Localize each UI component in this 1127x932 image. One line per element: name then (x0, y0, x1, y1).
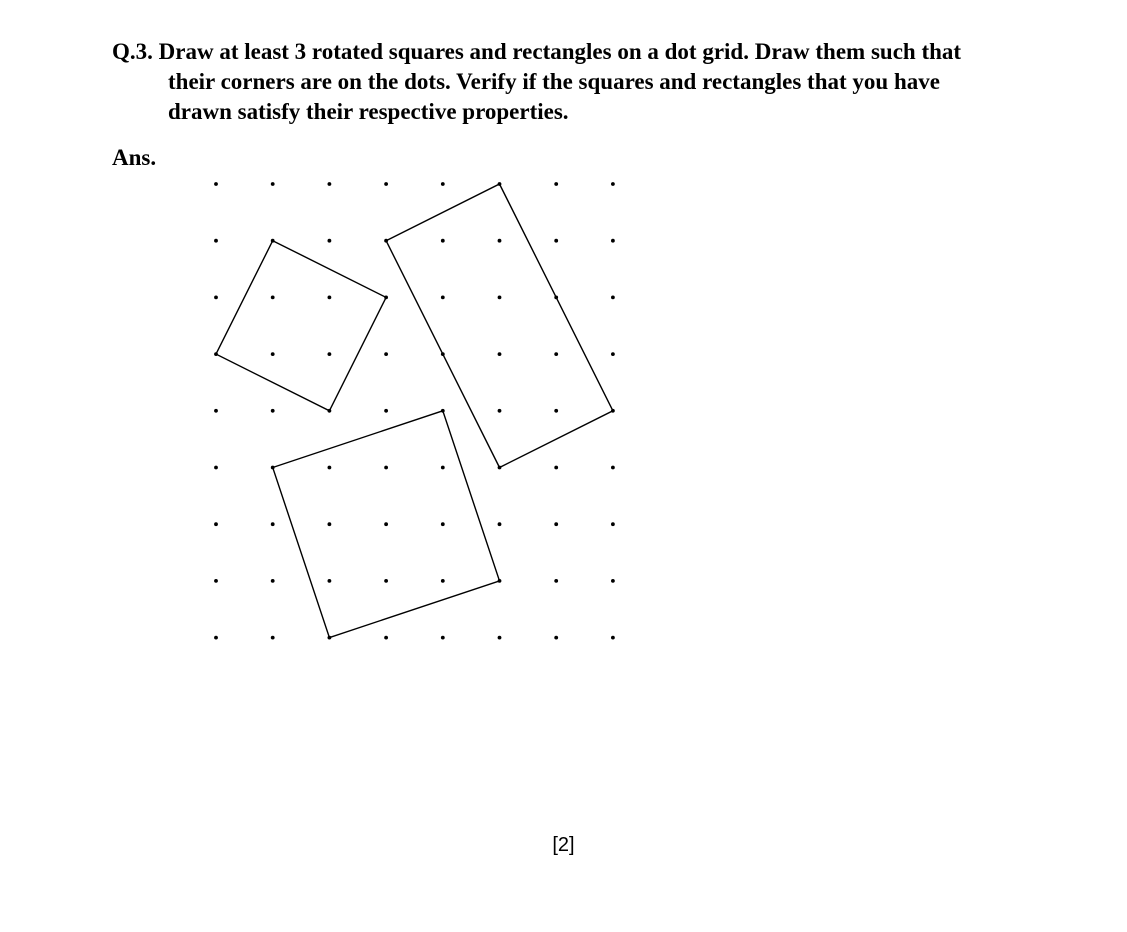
square-shape-1 (216, 241, 386, 411)
grid-dot (441, 182, 445, 186)
grid-dot (611, 466, 615, 470)
grid-dot (384, 182, 388, 186)
grid-dot (554, 182, 558, 186)
grid-dot (328, 239, 332, 243)
grid-dot (498, 579, 502, 583)
grid-dot (214, 352, 218, 356)
grid-dot (554, 579, 558, 583)
grid-dot (611, 522, 615, 526)
grid-dot (328, 182, 332, 186)
grid-dot (498, 352, 502, 356)
shapes-layer (216, 184, 613, 638)
grid-dot (271, 579, 275, 583)
grid-dot (441, 466, 445, 470)
grid-dot (214, 466, 218, 470)
question-text (112, 37, 1012, 127)
grid-dot (554, 466, 558, 470)
grid-dot (328, 296, 332, 300)
grid-dot (554, 296, 558, 300)
grid-dot (271, 636, 275, 640)
grid-dot (441, 352, 445, 356)
grid-dot (328, 466, 332, 470)
grid-dot (271, 239, 275, 243)
grid-dot (441, 239, 445, 243)
grid-dot (611, 182, 615, 186)
grid-dot (214, 409, 218, 413)
grid-dot (441, 579, 445, 583)
question-line-2: their corners are on the dots. Verify if the squares and rectangles that you have (168, 69, 940, 94)
grid-dot (554, 522, 558, 526)
grid-dot (554, 239, 558, 243)
grid-dot (328, 636, 332, 640)
question-line-3: drawn satisfy their respective properties. (168, 99, 569, 124)
grid-dot (498, 636, 502, 640)
rectangle-shape-2 (386, 184, 613, 468)
grid-dot (384, 636, 388, 640)
grid-dot (214, 182, 218, 186)
grid-dot (498, 409, 502, 413)
grid-dot (554, 352, 558, 356)
grid-dot (498, 182, 502, 186)
grid-dot (441, 296, 445, 300)
question-line-1: Q.3. Draw at least 3 rotated squares and rectangles on a dot grid. Draw them such that (112, 39, 962, 64)
dots-layer (214, 182, 615, 639)
grid-dot (384, 466, 388, 470)
grid-dot (554, 409, 558, 413)
grid-dot (611, 409, 615, 413)
grid-dot (328, 352, 332, 356)
grid-dot (498, 239, 502, 243)
grid-dot (384, 409, 388, 413)
grid-dot (271, 182, 275, 186)
grid-dot (611, 296, 615, 300)
grid-dot (611, 239, 615, 243)
grid-dot (441, 409, 445, 413)
grid-dot (384, 352, 388, 356)
grid-dot (611, 352, 615, 356)
grid-dot (271, 296, 275, 300)
grid-dot (384, 522, 388, 526)
grid-dot (214, 296, 218, 300)
dot-grid-figure (200, 168, 630, 653)
grid-dot (611, 579, 615, 583)
grid-dot (271, 466, 275, 470)
grid-dot (271, 522, 275, 526)
grid-dot (384, 239, 388, 243)
answer-label: Ans. (112, 145, 157, 170)
grid-dot (498, 296, 502, 300)
grid-dot (328, 409, 332, 413)
grid-dot (328, 522, 332, 526)
grid-dot (214, 636, 218, 640)
grid-dot (271, 409, 275, 413)
grid-dot (611, 636, 615, 640)
grid-dot (441, 636, 445, 640)
grid-dot (214, 579, 218, 583)
grid-dot (498, 466, 502, 470)
page-number: [2] (552, 834, 575, 856)
grid-dot (554, 636, 558, 640)
grid-dot (328, 579, 332, 583)
grid-dot (214, 239, 218, 243)
grid-dot (271, 352, 275, 356)
grid-dot (384, 579, 388, 583)
grid-dot (214, 522, 218, 526)
grid-dot (384, 296, 388, 300)
grid-dot (441, 522, 445, 526)
grid-dot (498, 522, 502, 526)
